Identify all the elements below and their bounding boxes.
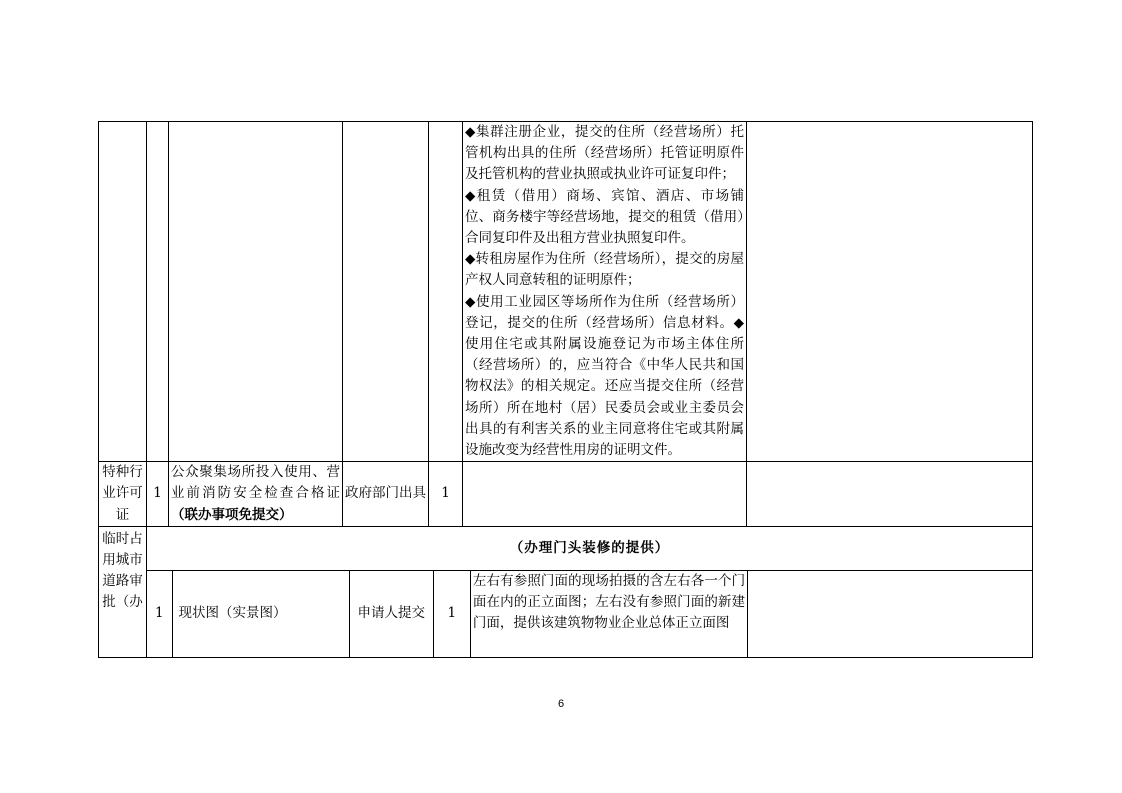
page-number: 6	[557, 698, 565, 710]
material-name: 公众聚集场所投入使用、营业前消防安全检查合格证	[171, 464, 340, 502]
material-name-cell	[169, 462, 343, 527]
source-cell: 申请人提交	[349, 571, 433, 657]
table-row	[99, 462, 1033, 527]
source-cell: 政府部门出具	[343, 462, 429, 527]
source-cell	[343, 122, 429, 462]
materials-table	[98, 121, 1033, 658]
remarks-cell	[747, 122, 1033, 462]
remarks-cell	[748, 571, 1032, 657]
requirement-item: ◆租赁（借用）商场、宾馆、酒店、市场铺位、商务楼宇等经营场地，提交的租赁（借用）合同复印件及出租方营业执照复印件。	[465, 187, 744, 247]
table-row	[99, 526, 1033, 570]
material-name-cell: 现状图（实景图）	[172, 571, 349, 657]
requirement-cell	[463, 462, 747, 527]
count-cell	[429, 122, 463, 462]
count-cell: 1	[429, 462, 463, 527]
number-cell: 1	[147, 462, 169, 527]
requirement-item: ◆使用工业园区等场所作为住所（经营场所）登记，提交的住所（经营场所）信息材料。◆使用住宅或其附属设施登记为市场主体住所（经营场所）的，应当符合《中华人民共和国物权法》的相关规定。还应当提交住所（经营场所）所在地村（居）民委员会或业主委员会出具的有利害关系的业主同意将住宅或其附属设施改变为经营性用房的证明文件。	[465, 293, 744, 459]
number-cell	[147, 122, 169, 462]
requirement-item: ◆集群注册企业，提交的住所（经营场所）托管机构出具的住所（经营场所）托管证明原件及托管机构的营业执照或执业许可证复印件；	[465, 124, 744, 183]
requirement-cell: 左右有参照门面的现场拍摄的含左右各一个门面在内的正立面图；左右没有参照门面的新建门面，提供该建筑物物业企业总体正立面图	[470, 571, 747, 657]
category-cell	[99, 122, 147, 462]
material-name-cell	[169, 122, 343, 462]
requirement-item: ◆转租房屋作为住所（经营场所），提交的房屋产权人同意转租的证明原件；	[465, 251, 744, 289]
material-note: （联办事项免提交）	[171, 506, 293, 523]
table-row	[99, 122, 1033, 462]
requirement-cell	[463, 122, 747, 462]
sub-table	[147, 571, 1032, 657]
category-cell: 特种行业许可证	[99, 462, 147, 527]
number-cell: 1	[154, 605, 164, 622]
category-cell: 临时占用城市道路审批（办	[99, 526, 147, 657]
table-row	[99, 570, 1033, 657]
sub-table-cell	[147, 570, 1033, 657]
count-cell: 1	[433, 571, 470, 657]
remarks-cell	[747, 462, 1033, 527]
section-title: （办理门头装修的提供）	[147, 526, 1033, 570]
